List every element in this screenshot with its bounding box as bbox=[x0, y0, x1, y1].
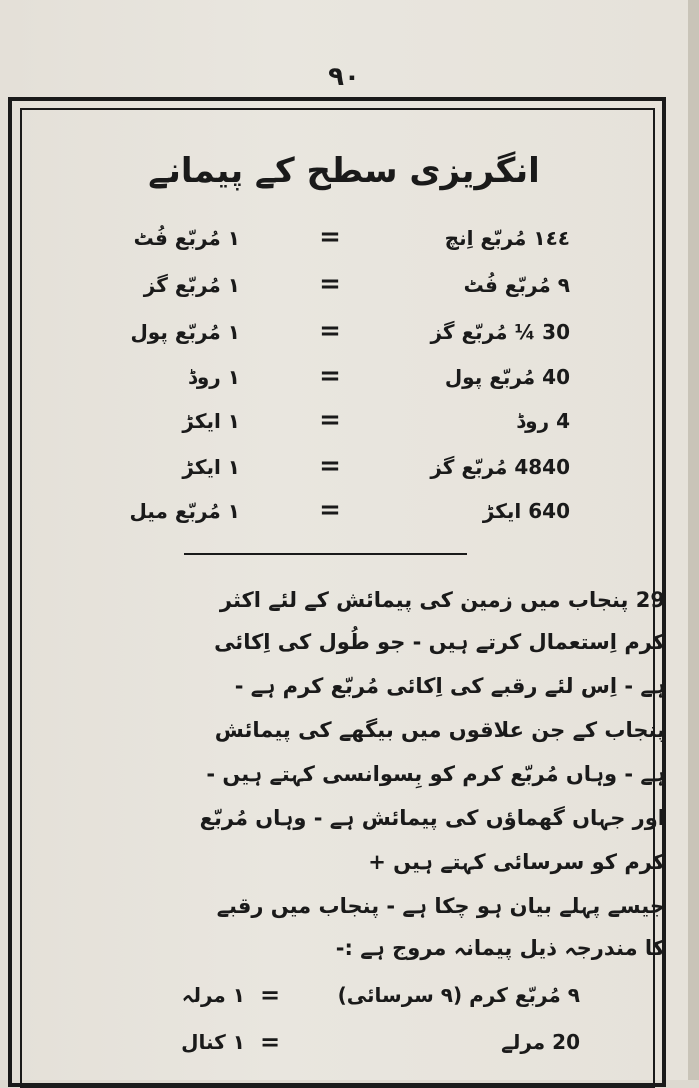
conversion-result: ١ روڈ bbox=[187, 365, 240, 389]
conversion-source: 40 مُربّع پول bbox=[444, 365, 570, 389]
conversion-result: ١ مرلہ bbox=[181, 983, 245, 1007]
conversion-source: 20 مرلے bbox=[501, 1030, 580, 1054]
page-number: ٩٠ bbox=[328, 62, 360, 92]
equals-sign: = bbox=[319, 316, 341, 346]
conversion-row bbox=[100, 1030, 580, 1070]
page-edge bbox=[688, 0, 699, 1080]
paragraph-line: جیسے پہلے بیان ہو چکا ہے - پنجاب میں رقبے bbox=[216, 894, 665, 918]
paragraph-line: 29 پنجاب میں زمین کی پیمائش کے لئے اکثر bbox=[219, 588, 665, 612]
paragraph-line: ہے - وہاں مُربّع کرم کو بِسوانسی کہتے ہیں - bbox=[206, 762, 665, 786]
conversion-result: ١ مُربّع گز bbox=[143, 273, 240, 297]
paragraph-line: کا مندرجہ ذیل پیمانہ مروج ہے :- bbox=[335, 936, 665, 960]
conversion-row bbox=[100, 983, 580, 1023]
paragraph-line: پنجاب کے جن علاقوں میں بیگھے کی پیمائش bbox=[214, 718, 665, 742]
conversion-result: ١ ایکڑ bbox=[182, 409, 240, 433]
equals-sign: = bbox=[259, 1028, 281, 1056]
conversion-row bbox=[90, 405, 590, 449]
conversion-row bbox=[90, 269, 590, 313]
conversion-result: ١ کنال bbox=[181, 1030, 245, 1054]
conversion-row bbox=[90, 222, 590, 266]
equals-sign: = bbox=[319, 361, 341, 391]
equals-sign: = bbox=[319, 222, 341, 252]
conversion-result: ١ ایکڑ bbox=[182, 455, 240, 479]
paragraph-line: اور جہاں گھماؤں کی پیمائش ہے - وہاں مُربّع bbox=[199, 806, 665, 830]
conversion-source: 4840 مُربّع گز bbox=[430, 455, 570, 479]
conversion-source: 640 ایکڑ bbox=[482, 499, 570, 523]
equals-sign: = bbox=[319, 269, 341, 299]
paragraph-line: ہے - اِس لئے رقبے کی اِکائی مُربّع کرم ہے - bbox=[234, 674, 665, 698]
conversion-source: ٩ مُربّع فُٹ bbox=[463, 273, 570, 297]
equals-sign: = bbox=[319, 451, 341, 481]
conversion-row bbox=[90, 495, 590, 539]
conversion-row bbox=[90, 361, 590, 405]
equals-sign: = bbox=[259, 981, 281, 1009]
section-title: انگریزی سطح کے پیمانے bbox=[148, 151, 540, 191]
paragraph-line: کرم اِستعمال کرتے ہیں - جو طُول کی اِکائی bbox=[214, 630, 665, 654]
conversion-source: 4 روڈ bbox=[516, 409, 570, 433]
conversion-source: ٩ مُربّع کرم (٩ سرسائی) bbox=[337, 983, 580, 1007]
section-divider bbox=[184, 553, 467, 555]
conversion-result: ١ مُربّع پول bbox=[130, 320, 240, 344]
paragraph-line: کرم کو سرسائی کہتے ہیں + bbox=[368, 850, 665, 874]
conversion-result: ١ مُربّع فُٹ bbox=[133, 226, 240, 250]
equals-sign: = bbox=[319, 405, 341, 435]
conversion-result: ١ مُربّع میل bbox=[129, 499, 240, 523]
conversion-source: 30 ¼ مُربّع گز bbox=[430, 320, 570, 344]
conversion-source: ١٤٤ مُربّع اِنچ bbox=[444, 226, 570, 250]
conversion-row bbox=[90, 316, 590, 360]
equals-sign: = bbox=[319, 495, 341, 525]
conversion-row bbox=[90, 451, 590, 495]
